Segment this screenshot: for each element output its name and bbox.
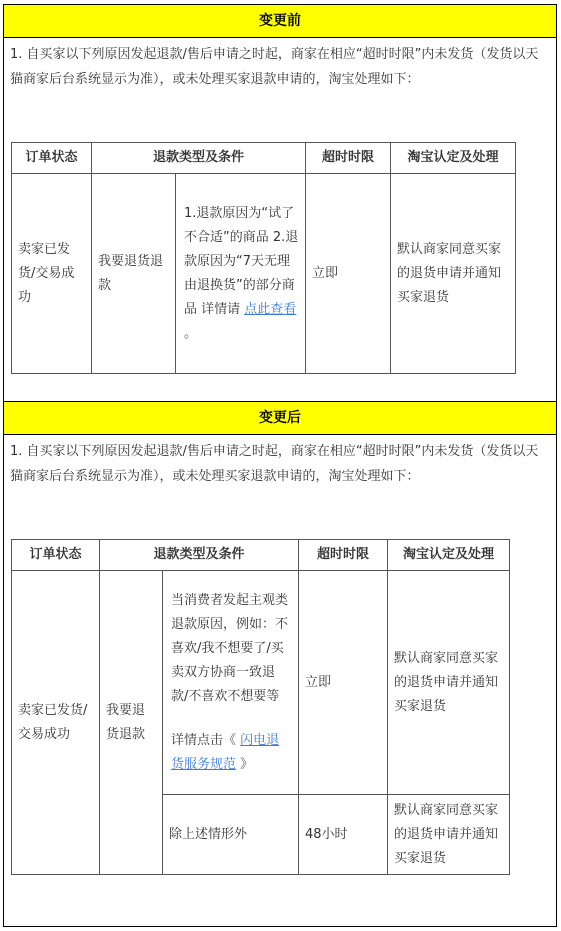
- lightning-return-rule-link[interactable]: 闪电退货服务规范: [171, 732, 280, 772]
- col-handling: 淘宝认定及处理: [391, 143, 516, 174]
- col-order-status: 订单状态: [12, 540, 100, 571]
- timeout-cell: 48小时: [299, 795, 388, 875]
- see-details-link[interactable]: 点此查看: [244, 301, 297, 317]
- after-rule-table: [11, 539, 510, 875]
- before-header: 变更前: [4, 5, 556, 38]
- refund-type-cell: 我要退货退款: [100, 571, 163, 875]
- order-status-cell: 卖家已发货/交易成功: [12, 174, 92, 374]
- condition-cell: [176, 174, 306, 374]
- condition-cell: [163, 571, 299, 795]
- timeout-cell: 立即: [299, 571, 388, 795]
- col-refund-type: 退款类型及条件: [92, 143, 306, 174]
- condition-cell: 除上述情形外: [163, 795, 299, 875]
- after-header: 变更后: [4, 402, 556, 435]
- table-header-row: [12, 143, 516, 174]
- after-intro: 1. 自买家以下列原因发起退款/售后申请之时起，商家在相应“超时时限”内未发货（发货以天猫商家后台系统显示为准），或未处理买家退款申请的，淘宝处理如下：: [10, 444, 539, 484]
- table-header-row: [12, 540, 510, 571]
- condition-text: 1.退款原因为“试了不合适”的商品 2.退款原因为“7天无理由退换货”的部分商品 详情请: [184, 205, 299, 317]
- handling-cell: 默认商家同意买家的退货申请并通知买家退货: [388, 571, 510, 795]
- table-row: [12, 571, 510, 795]
- condition-tail: 。: [184, 325, 198, 341]
- col-timeout: 超时时限: [299, 540, 388, 571]
- order-status-cell: 卖家已发货/交易成功: [12, 571, 100, 875]
- table-row: [12, 174, 516, 374]
- handling-cell: 默认商家同意买家的退货申请并通知买家退货: [388, 795, 510, 875]
- detail-suffix: 》: [240, 756, 254, 772]
- detail-prefix: 详情点击《: [171, 732, 237, 748]
- col-order-status: 订单状态: [12, 143, 92, 174]
- refund-type-cell: 我要退货退款: [92, 174, 176, 374]
- before-rule-table: [11, 142, 516, 374]
- col-handling: 淘宝认定及处理: [388, 540, 510, 571]
- timeout-cell: 立即: [306, 174, 391, 374]
- handling-cell: 默认商家同意买家的退货申请并通知买家退货: [391, 174, 516, 374]
- before-intro: 1. 自买家以下列原因发起退款/售后申请之时起，商家在相应“超时时限”内未发货（发货以天猫商家后台系统显示为准），或未处理买家退款申请的，淘宝处理如下：: [10, 47, 539, 87]
- condition-text: 当消费者发起主观类退款原因，例如：不喜欢/我不想要了/买卖双方协商一致退款/不喜欢不想要等: [171, 592, 289, 704]
- col-refund-type: 退款类型及条件: [100, 540, 299, 571]
- detail-line: [171, 729, 292, 777]
- col-timeout: 超时时限: [306, 143, 391, 174]
